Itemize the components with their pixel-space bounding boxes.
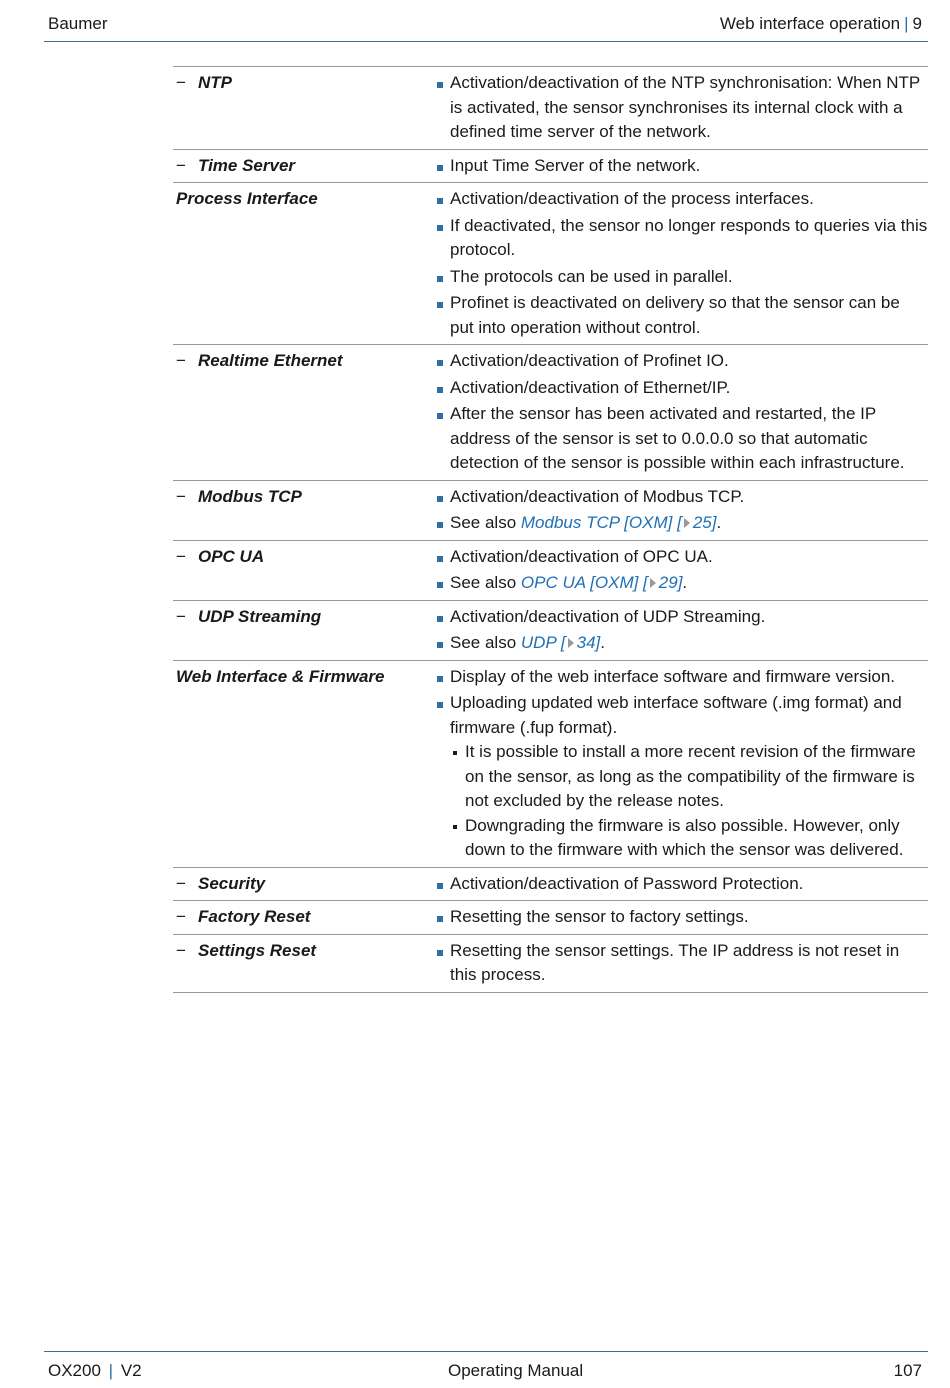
square-bullet-icon xyxy=(434,265,450,290)
term-label: Modbus TCP xyxy=(198,486,302,506)
header-brand: Baumer xyxy=(48,14,108,33)
bullet-item xyxy=(434,374,928,401)
table-row xyxy=(173,868,928,902)
bullet-text: Activation/deactivation of the NTP synchronisation: When NTP is activated, the sensor synchronises its internal clock with a defined time server of the network. xyxy=(450,73,920,141)
bullet-item xyxy=(434,937,928,988)
table-row xyxy=(173,481,928,541)
square-bullet-icon xyxy=(434,691,450,740)
square-bullet-icon xyxy=(434,605,450,630)
see-also-prefix: See also xyxy=(450,513,521,532)
square-bullet-icon xyxy=(434,402,450,476)
see-also-prefix: See also xyxy=(450,633,521,652)
term-label: Factory Reset xyxy=(198,907,311,926)
term-label: Time Server xyxy=(198,155,296,175)
footer-doc-title: Operating Manual xyxy=(448,1361,584,1380)
term-label: NTP xyxy=(198,73,232,92)
row-description xyxy=(412,603,928,656)
row-term xyxy=(173,937,412,988)
link-page: 29] xyxy=(658,573,683,592)
square-bullet-icon xyxy=(434,376,450,401)
square-bullet-icon xyxy=(434,511,450,536)
square-bullet-icon xyxy=(434,154,450,179)
bullet-text: Activation/deactivation of Profinet IO. xyxy=(450,351,729,370)
footer-page-number: 107 xyxy=(893,1361,922,1380)
square-bullet-icon xyxy=(434,545,450,570)
row-term xyxy=(173,903,412,930)
sub-bullet-item xyxy=(450,814,928,863)
bullet-item xyxy=(434,543,928,570)
table-row xyxy=(173,935,928,993)
page-arrow-icon xyxy=(650,578,656,588)
row-description xyxy=(412,870,928,897)
bullet-item xyxy=(434,509,928,536)
row-term xyxy=(173,870,412,897)
bullet-item xyxy=(434,629,928,656)
row-description xyxy=(412,903,928,930)
bullet-text xyxy=(450,631,928,656)
table-row xyxy=(173,150,928,184)
bullet-item xyxy=(434,483,928,510)
term-label: Settings Reset xyxy=(198,940,317,960)
bullet-text: Input Time Server of the network. xyxy=(450,155,701,175)
square-bullet-icon xyxy=(434,485,450,510)
dash-marker: − xyxy=(176,546,186,566)
term-label: Realtime Ethernet xyxy=(198,351,343,370)
bullet-item xyxy=(434,603,928,630)
square-bullet-icon xyxy=(434,631,450,656)
dash-marker: − xyxy=(176,73,186,92)
row-term xyxy=(173,152,412,179)
dash-marker: − xyxy=(176,606,186,626)
row-term xyxy=(173,69,412,145)
square-bullet-icon xyxy=(434,291,450,340)
table-row xyxy=(173,661,928,868)
square-bullet-icon xyxy=(434,571,450,596)
bullet-item xyxy=(434,69,928,145)
square-bullet-icon xyxy=(434,872,450,897)
bullet-text: If deactivated, the sensor no longer responds to queries via this protocol. xyxy=(450,215,928,259)
table-row xyxy=(173,541,928,601)
bullet-text: Activation/deactivation of Modbus TCP. xyxy=(450,486,745,506)
row-term xyxy=(173,347,412,476)
dash-marker: − xyxy=(176,486,186,506)
table-row xyxy=(173,901,928,935)
term-label: Process Interface xyxy=(176,189,318,208)
header-separator: | xyxy=(904,14,909,33)
row-description xyxy=(412,483,928,536)
see-also-prefix: See also xyxy=(450,573,521,592)
square-bullet-icon xyxy=(434,71,450,145)
row-description xyxy=(412,347,928,476)
header-section xyxy=(720,14,922,34)
bullet-item xyxy=(434,400,928,476)
row-term xyxy=(173,543,412,596)
square-bullet-icon xyxy=(434,905,450,930)
row-description xyxy=(412,937,928,988)
bullet-text: Activation/deactivation of Password Protection. xyxy=(450,873,804,893)
page-arrow-icon xyxy=(684,518,690,528)
row-description xyxy=(412,152,928,179)
bullet-text: The protocols can be used in parallel. xyxy=(450,266,733,286)
square-bullet-icon xyxy=(434,187,450,212)
bullet-item xyxy=(434,689,928,863)
link-title: Modbus TCP [OXM] [ xyxy=(520,513,682,532)
bullet-item xyxy=(434,663,928,690)
bullet-text: Activation/deactivation of Ethernet/IP. xyxy=(450,377,731,397)
page-footer xyxy=(44,1351,928,1388)
link-page: 25] xyxy=(692,513,717,532)
row-term xyxy=(173,483,412,536)
row-description xyxy=(412,185,928,340)
bullet-item xyxy=(434,870,928,897)
bullet-text: Activation/deactivation of the process interfaces. xyxy=(450,189,814,208)
term-label: UDP Streaming xyxy=(198,606,322,626)
link-title: OPC UA [OXM] [ xyxy=(520,573,648,592)
header-page: 9 xyxy=(912,14,922,33)
footer-product-name: OX200 xyxy=(48,1361,101,1380)
link-title: UDP [ xyxy=(520,633,566,652)
dash-marker: − xyxy=(176,351,186,370)
footer-separator: | xyxy=(108,1361,114,1380)
dash-marker: − xyxy=(176,873,186,893)
parameter-table xyxy=(173,66,928,993)
see-also-suffix: . xyxy=(716,513,722,532)
table-row xyxy=(173,601,928,661)
bullet-item xyxy=(434,569,928,596)
cross-reference-link[interactable] xyxy=(521,633,600,652)
bullet-text: After the sensor has been activated and restarted, the IP address of the sensor is set to 0.0.0.0 so that automatic detection of the sensor is possible within each infrastructure. xyxy=(450,404,905,472)
footer-version: V2 xyxy=(120,1361,142,1380)
term-label: Web Interface & Firmware xyxy=(176,666,385,686)
page-header xyxy=(44,0,928,42)
bullet-item xyxy=(434,212,928,263)
square-bullet-icon xyxy=(434,939,450,988)
table-row xyxy=(173,183,928,345)
bullet-item xyxy=(434,185,928,212)
row-description xyxy=(412,69,928,145)
link-page: 34] xyxy=(576,633,601,652)
bullet-item xyxy=(434,347,928,374)
square-bullet-icon xyxy=(434,349,450,374)
bullet-item xyxy=(434,152,928,179)
small-square-bullet-icon xyxy=(450,740,465,814)
bullet-item xyxy=(434,289,928,340)
bullet-text xyxy=(450,511,928,536)
cross-reference-link[interactable] xyxy=(521,513,717,532)
sub-bullet-text: It is possible to install a more recent revision of the firmware on the sensor, as long as the compatibility of the firmware is not excluded by the release notes. xyxy=(465,742,916,810)
see-also-suffix: . xyxy=(600,633,605,652)
bullet-text: Resetting the sensor to factory settings. xyxy=(450,907,749,926)
term-label: Security xyxy=(198,873,266,893)
row-term xyxy=(173,185,412,340)
cross-reference-link[interactable] xyxy=(521,573,683,592)
row-description xyxy=(412,663,928,863)
small-square-bullet-icon xyxy=(450,814,465,863)
table-row xyxy=(173,67,928,150)
term-label: OPC UA xyxy=(198,546,265,566)
footer-product xyxy=(48,1361,142,1381)
bullet-item xyxy=(434,263,928,290)
bullet-text: Display of the web interface software and firmware version. xyxy=(450,666,896,686)
row-term xyxy=(173,663,412,863)
page-arrow-icon xyxy=(568,638,574,648)
square-bullet-icon xyxy=(434,665,450,690)
table-row xyxy=(173,345,928,481)
dash-marker: − xyxy=(176,940,186,960)
dash-marker: − xyxy=(176,907,186,926)
row-term xyxy=(173,603,412,656)
sub-bullet-item xyxy=(450,740,928,814)
bullet-text: Activation/deactivation of OPC UA. xyxy=(450,546,713,566)
header-section-title: Web interface operation xyxy=(719,14,901,33)
dash-marker: − xyxy=(176,155,186,175)
sub-bullet-text: Downgrading the firmware is also possible. However, only down to the firmware with which the sensor was delivered. xyxy=(465,815,904,859)
see-also-suffix: . xyxy=(682,573,688,592)
bullet-text: Uploading updated web interface software (.img format) and firmware (.fup format). xyxy=(450,693,902,737)
bullet-text: Activation/deactivation of UDP Streaming. xyxy=(450,606,766,626)
row-description xyxy=(412,543,928,596)
bullet-text: Profinet is deactivated on delivery so that the sensor can be put into operation without control. xyxy=(450,293,900,337)
square-bullet-icon xyxy=(434,214,450,263)
bullet-text xyxy=(450,571,928,596)
bullet-text: Resetting the sensor settings. The IP address is not reset in this process. xyxy=(450,940,900,984)
bullet-item xyxy=(434,903,928,930)
